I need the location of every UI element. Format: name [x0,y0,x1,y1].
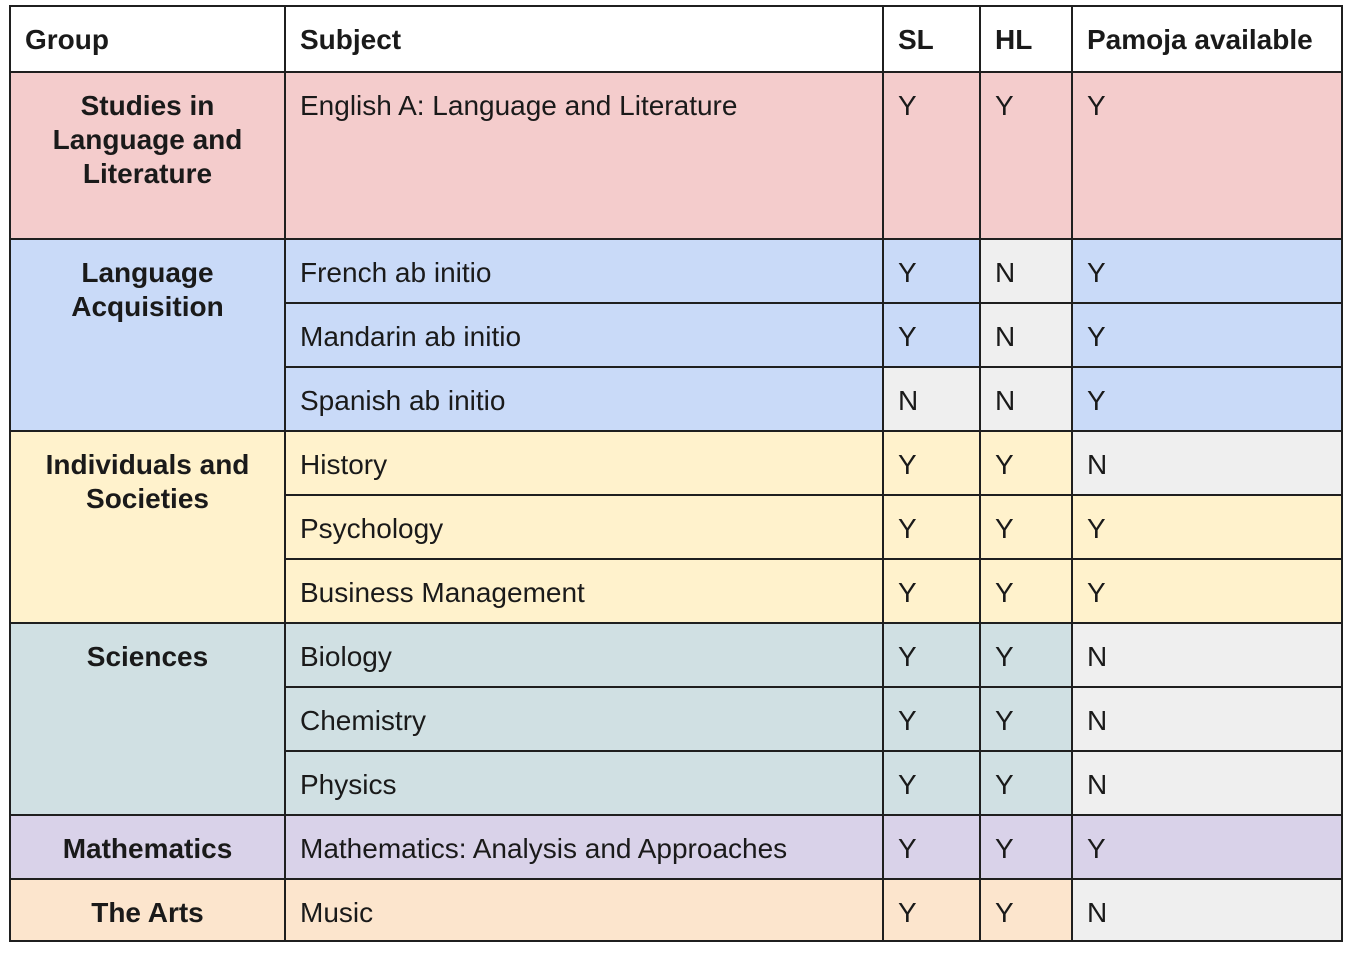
pamoja-cell: N [1072,879,1342,941]
group-cell: Mathematics [10,815,285,879]
hl-cell: Y [980,495,1072,559]
sl-cell: Y [883,431,980,495]
table-row [10,72,1342,239]
subject-cell: English A: Language and Literature [285,72,883,239]
sl-cell: Y [883,751,980,815]
header-group: Group [10,6,285,72]
table-row [10,815,1342,879]
group-cell: Individuals and Societies [10,431,285,623]
subject-cell: Psychology [285,495,883,559]
header-pamoja: Pamoja available [1072,6,1342,72]
hl-cell: Y [980,559,1072,623]
ib-subjects-table [9,5,1343,942]
subject-cell: Mandarin ab initio [285,303,883,367]
pamoja-cell: N [1072,687,1342,751]
hl-cell: N [980,303,1072,367]
hl-cell: Y [980,623,1072,687]
subject-cell: History [285,431,883,495]
group-cell: Studies in Language and Literature [10,72,285,239]
pamoja-cell: Y [1072,367,1342,431]
hl-cell: Y [980,751,1072,815]
sl-cell: N [883,367,980,431]
hl-cell: N [980,367,1072,431]
header-row [10,6,1342,72]
group-cell: Sciences [10,623,285,815]
subject-cell: Spanish ab initio [285,367,883,431]
subject-cell: Music [285,879,883,941]
pamoja-cell: Y [1072,495,1342,559]
sl-cell: Y [883,559,980,623]
subject-cell: Business Management [285,559,883,623]
table-row [10,239,1342,303]
header-hl: HL [980,6,1072,72]
table-row [10,431,1342,495]
hl-cell: Y [980,879,1072,941]
sl-cell: Y [883,303,980,367]
hl-cell: Y [980,815,1072,879]
sl-cell: Y [883,879,980,941]
hl-cell: Y [980,431,1072,495]
subject-cell: Biology [285,623,883,687]
sl-cell: Y [883,72,980,239]
table-row [10,623,1342,687]
pamoja-cell: Y [1072,239,1342,303]
subject-cell: French ab initio [285,239,883,303]
pamoja-cell: Y [1072,72,1342,239]
sl-cell: Y [883,495,980,559]
pamoja-cell: Y [1072,559,1342,623]
group-cell: The Arts [10,879,285,941]
subject-cell: Physics [285,751,883,815]
table-row [10,879,1342,941]
sl-cell: Y [883,623,980,687]
subject-cell: Chemistry [285,687,883,751]
pamoja-cell: N [1072,751,1342,815]
hl-cell: Y [980,687,1072,751]
pamoja-cell: Y [1072,303,1342,367]
pamoja-cell: N [1072,431,1342,495]
subject-cell: Mathematics: Analysis and Approaches [285,815,883,879]
sl-cell: Y [883,687,980,751]
header-sl: SL [883,6,980,72]
group-cell: Language Acquisition [10,239,285,431]
sl-cell: Y [883,815,980,879]
pamoja-cell: N [1072,623,1342,687]
hl-cell: Y [980,72,1072,239]
pamoja-cell: Y [1072,815,1342,879]
hl-cell: N [980,239,1072,303]
header-subject: Subject [285,6,883,72]
sl-cell: Y [883,239,980,303]
